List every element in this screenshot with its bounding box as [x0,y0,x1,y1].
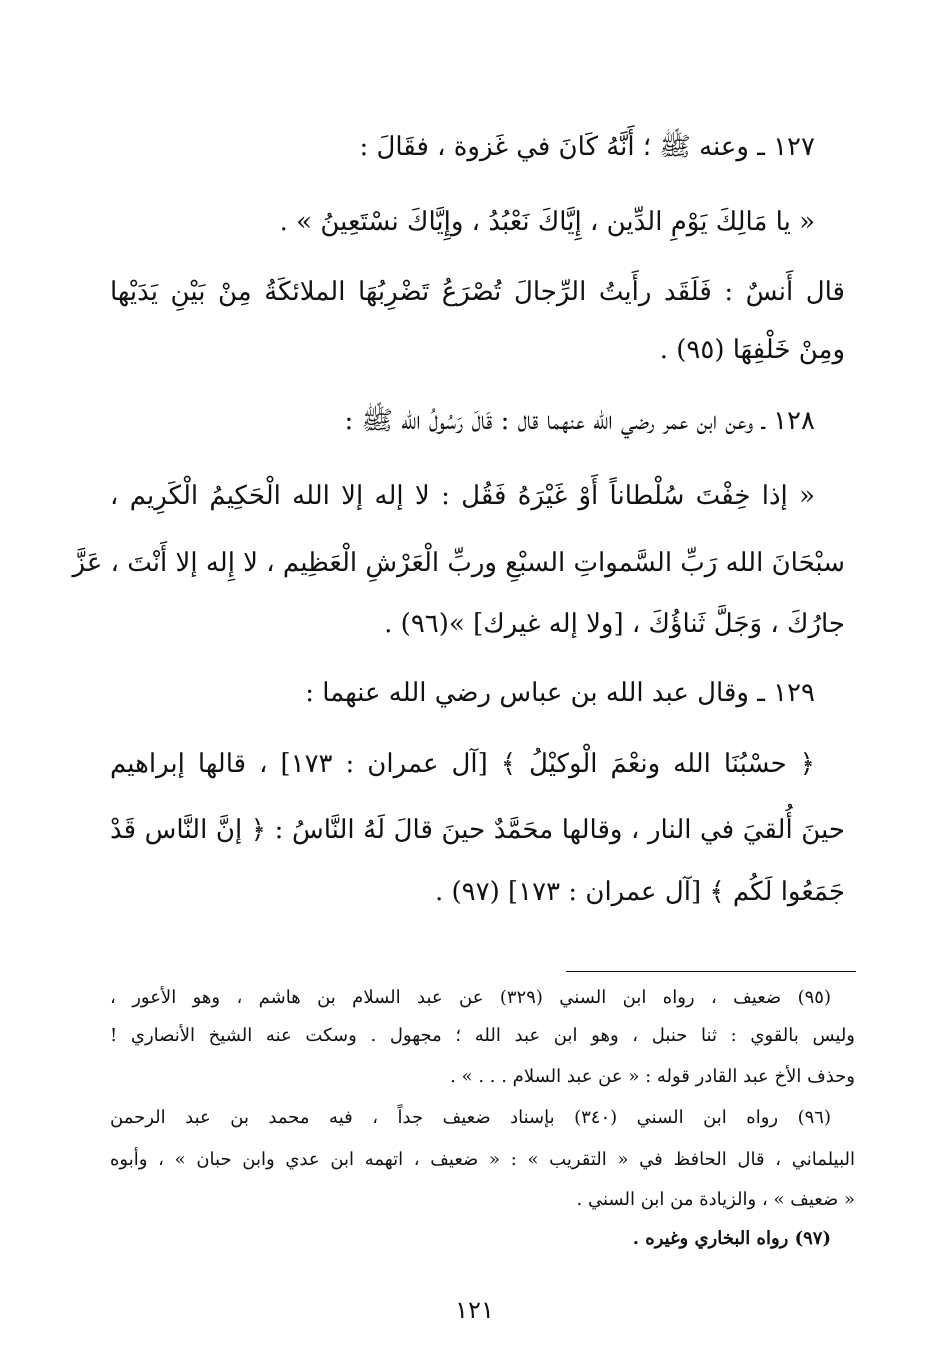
footnote-95-line-3: وحذف الأخ عبد القادر قوله : « عن عبد السلام . . . » . [450,1066,855,1087]
hadith-129-text-line-2: حينَ أُلقيَ في النار ، وقالها محَمَّدٌ حينَ قالَ لَهُ النَّاسُ : ﴿ إنَّ النَّاس قَدْ [110,815,845,845]
footnote-96-line-3: « ضعيف » ، والزيادة من ابن السني . [576,1189,855,1210]
footnote-95-line-1: (٩٥) ضعيف ، رواه ابن السني (٣٢٩) عن عبد السلام بن هاشم ، وهو الأعور ، [110,987,831,1008]
hadith-128-heading: ١٢٨ ـ وعن ابن عمر رضي الله عنهما قال : قَالَ رَسُولُ الله ﷺ : [344,406,815,436]
hadith-127-heading: ١٢٧ ـ وعنه ﷺ ؛ أَنَّهُ كَانَ في غَزوة ، فقَالَ : [359,132,815,162]
hadith-128-text-line-1: « إذا خِفْتَ سُلْطاناً أَوْ غَيْرَهُ فَقُل : لا إله إلا الله الْحَكِيمُ الْكَرِيم ، [110,481,815,511]
hadith-127-narration-line-2: ومِنْ خَلْفِهَا (٩٥) . [659,335,845,365]
footnote-96-line-2: البيلماني ، قال الحافظ في « التقريب » : « ضعيف ، اتهمه ابن عدي وابن حبان » ، وأبوه [110,1149,855,1170]
hadith-129-text-line-1: ﴿ حسْبُنَا الله ونعْمَ الْوكيْلُ ﴾ [آل عمران : ١٧٣] ، قالها إبراهيم [110,749,815,779]
hadith-127-narration-line-1: قال أَنسٌ : فَلَقَد رأَيتُ الرِّجالَ تُصْرَعُ تَضْرِبُهَا الملائكَةُ مِنْ بَيْنِ يَدَيْها [110,277,845,307]
footnote-97: (٩٧) رواه البخاري وغيره . [632,1228,831,1249]
hadith-128-text-line-2: سبْحَانَ الله رَبِّ السَّمواتِ السبْعِ وربِّ الْعَرْشِ الْعَظِيم ، لا إِله إلا أَنْتَ ، عَزَّ [72,548,845,578]
footnote-96-line-1: (٩٦) رواه ابن السني (٣٤٠) بإسناد ضعيف جداً ، فيه محمد بن عبد الرحمن [110,1107,831,1128]
hadith-127-quote: « يا مَالِكَ يَوْمِ الدِّين ، إِيَّاكَ نَعْبُدُ ، وإِيَّاكَ نسْتَعِينُ » . [279,207,815,237]
footnote-95-line-2: وليس بالقوي : ثنا حنبل ، وهو ابن عبد الله ؛ مجهول . وسكت عنه الشيخ الأنصاري ! [110,1025,855,1046]
hadith-128-text-line-3: جارُكَ ، وَجَلَّ ثَناؤُكَ ، [ولا إله غيرك] »(٩٦) . [384,609,845,639]
hadith-129-text-line-3: جَمَعُوا لَكُم ﴾ [آل عمران : ١٧٣] (٩٧) . [434,877,845,907]
footnote-separator [566,971,856,972]
hadith-129-heading: ١٢٩ ـ وقال عبد الله بن عباس رضي الله عنهما : [305,678,815,708]
page-number: ١٢١ [455,1296,494,1324]
